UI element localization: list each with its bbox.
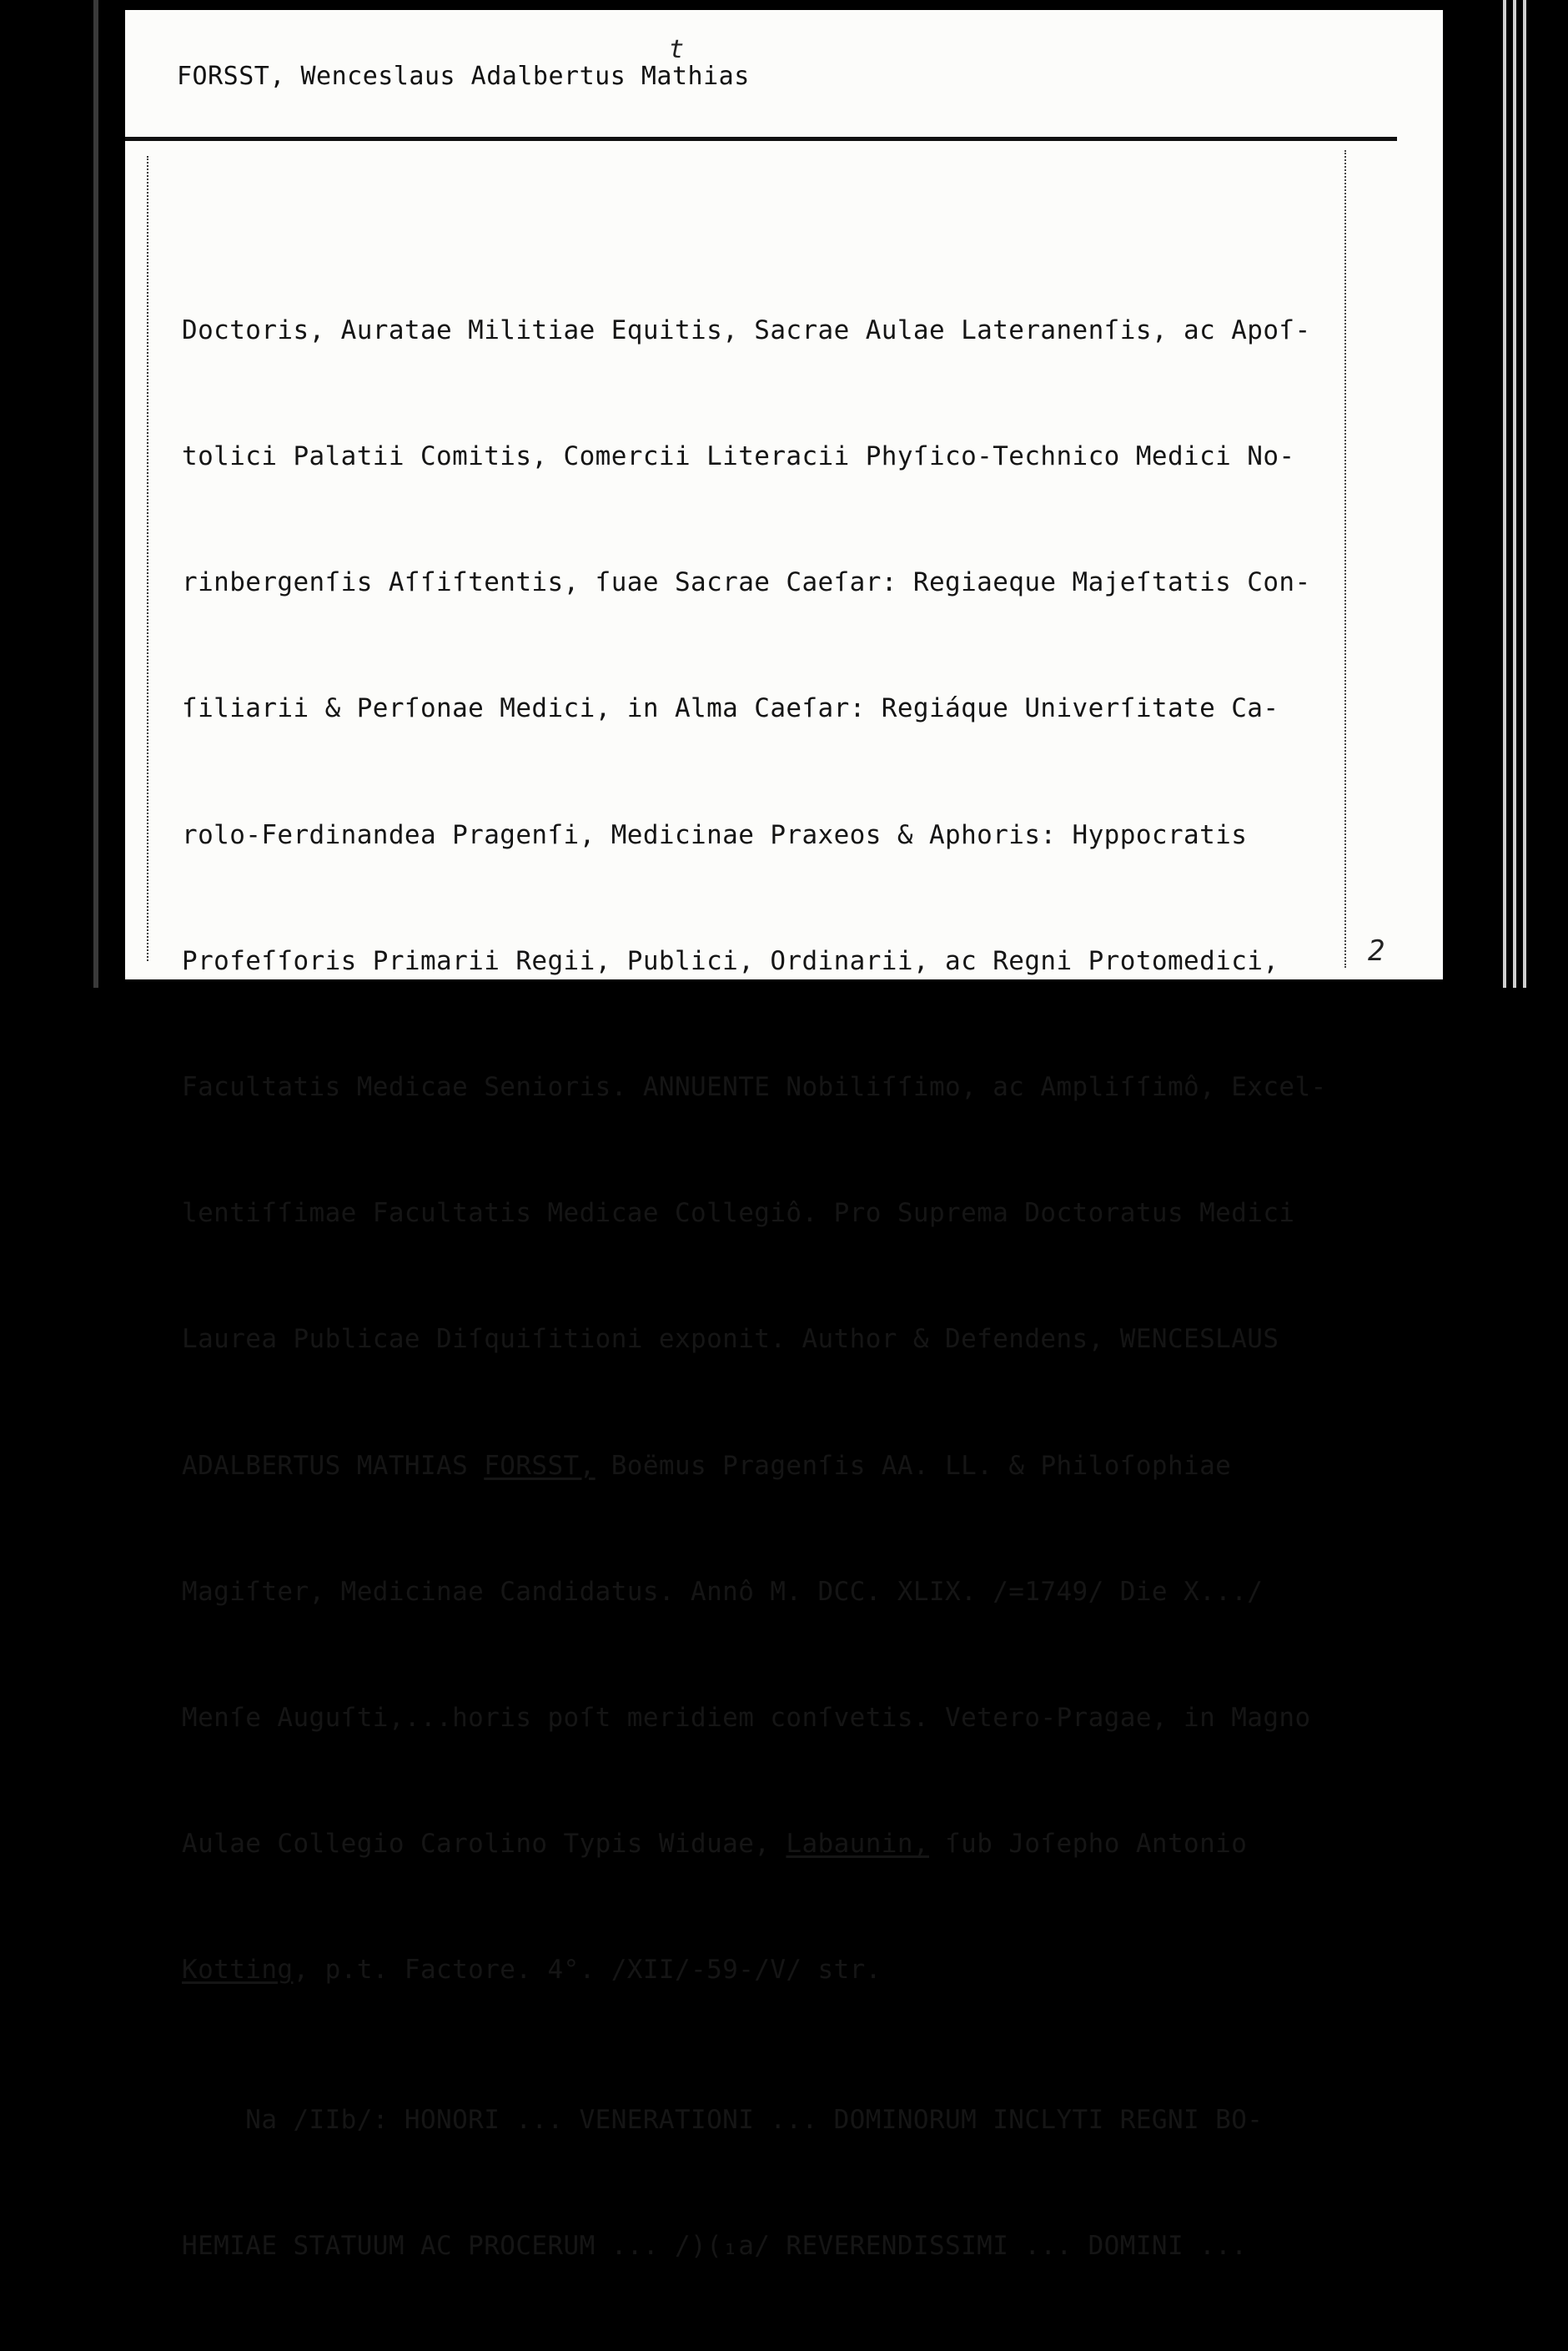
right-margin-stripe xyxy=(1513,0,1516,988)
note-line-1: Na /IIb/: HONORI ... VENERATIONI ... DOMINORUM INCLYTI REGNI BO- xyxy=(182,2104,1264,2135)
note-line-2: HEMIAE STATUUM AC PROCERUM ... /)(₁a/ REVERENDISSIMI ... DOMINI ... xyxy=(182,2230,1248,2261)
left-scan-margin xyxy=(0,0,123,988)
body-line-6: Profeſſoris Primarii Regii, Publici, Ordinarii, ac Regni Protomedici, xyxy=(182,945,1279,976)
body-line-5: rolo-Ferdinandea Pragenſi, Medicinae Praxeos & Aphoris: Hyppocratis xyxy=(182,819,1248,850)
body-line-8: lentiſſimae Facultatis Medicae Collegiô. Pro Suprema Doctoratus Medici xyxy=(182,1198,1295,1229)
handwritten-correction: t xyxy=(669,35,685,64)
body-line-12: Menſe Auguſti,...horis poſt meridiem conſvetis. Vetero-Pragae, in Magno xyxy=(182,1703,1311,1734)
card-header-title: FORSST, Wenceslaus Adalbertus Mathias xyxy=(177,62,750,91)
body-line-13 xyxy=(182,1823,1366,1865)
factor-name-underlined: Kotting xyxy=(182,1955,294,1986)
line-14-end: , p.t. Factore. 4°. /XII/-59-/V/ str. xyxy=(293,1955,882,1986)
line-10-end: Boëmus Pragenſis AA. LL. & Philoſophiae xyxy=(595,1450,1232,1481)
line-13-end: ſub Joſepho Antonio xyxy=(929,1829,1248,1860)
body-line-3: rinbergenſis Aſſiſtentis, ſuae Sacrae Caeſar: Regiaeque Majeſtatis Con- xyxy=(182,567,1311,598)
body-line-4: ſiliarii & Perſonae Medici, in Alma Caeſar: Regiáque Univerſitate Ca- xyxy=(182,693,1279,724)
body-line-14 xyxy=(182,1949,1366,1991)
left-dotted-rule xyxy=(147,156,148,961)
left-margin-stripe xyxy=(93,0,98,988)
body-line-9: Laurea Publicae Diſquiſitioni exponit. Author & Defendens, WENCESLAUS xyxy=(182,1324,1279,1355)
card-body-text xyxy=(182,225,1366,2351)
right-scan-margin xyxy=(1443,0,1568,988)
body-line-1: Doctoris, Auratae Militiae Equitis, Sacrae Aulae Lateranenſis, ac Apoſ- xyxy=(182,315,1311,345)
right-margin-stripe xyxy=(1503,0,1506,988)
printer-name-underlined: Labaunin, xyxy=(786,1829,929,1860)
right-margin-stripe xyxy=(1523,0,1526,988)
header-divider xyxy=(125,137,1397,141)
pencil-margin-mark: 2 xyxy=(1368,934,1385,968)
body-line-2: tolici Palatii Comitis, Comercii Literacii Phyſico-Technico Medici No- xyxy=(182,441,1295,472)
catalog-card xyxy=(125,10,1443,2261)
author-surname-underlined: FORSST, xyxy=(484,1450,596,1481)
line-10-start: ADALBERTUS MATHIAS xyxy=(182,1450,485,1481)
body-line-7: Facultatis Medicae Senioris. ANNUENTE Nobiliſſimo, ac Ampliſſimô, Excel- xyxy=(182,1072,1327,1103)
body-line-10 xyxy=(182,1445,1366,1487)
line-13-start: Aulae Collegio Carolino Typis Widuae, xyxy=(182,1829,787,1860)
body-line-11: Magiſter, Medicinae Candidatus. Annô M. DCC. XLIX. /=1749/ Die X.../ xyxy=(182,1576,1264,1607)
